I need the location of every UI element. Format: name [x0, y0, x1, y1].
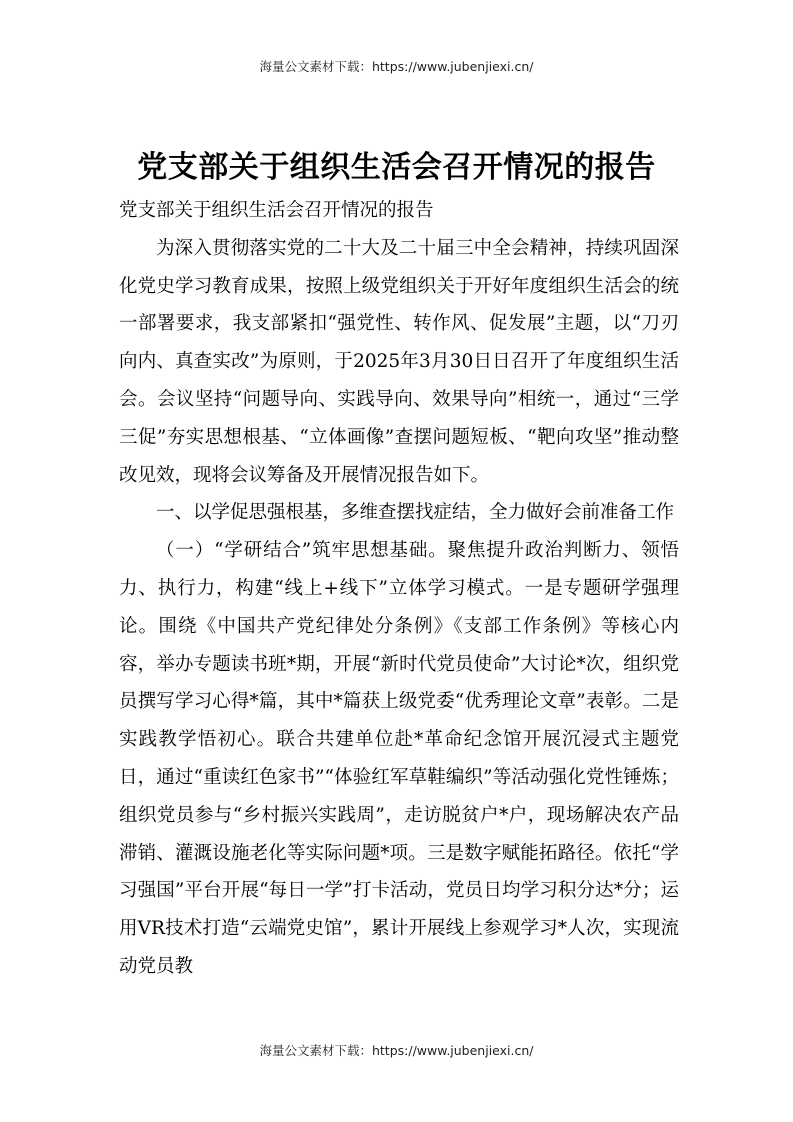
- page-footer-source-link[interactable]: 海量公文素材下载：https://www.jubenjiexi.cn/: [259, 1043, 534, 1058]
- document-body: [119, 192, 679, 986]
- document-subtitle: 党支部关于组织生活会召开情况的报告: [119, 200, 434, 221]
- intro-paragraph: 为深入贯彻落实党的二十大及二十届三中全会精神，持续巩固深化党史学习教育成果，按照上级党组织关于开好年度组织生活会的统一部署要求，我支部紧扣“强党性、转作风、促发展”主题，以“刀刃向内、真查实改”为原则，于2025年3月30日日召开了年度组织生活会。会议坚持“问题导向、实践导向、效果导向”相统一，通过“三学三促”夯实思想根基、“立体画像”查摆问题短板、“靶向攻坚”推动整改见效，现将会议筹备及开展情况报告如下。: [119, 237, 679, 486]
- page-header-source-link[interactable]: 海量公文素材下载：https://www.jubenjiexi.cn/: [259, 59, 534, 74]
- section-heading-1: 一、以学促思强根基，多维查摆找症结，全力做好会前准备工作: [156, 502, 675, 524]
- document-title: 党支部关于组织生活会召开情况的报告: [137, 150, 656, 186]
- subsection-paragraph-1: （一）“学研结合”筑牢思想基础。聚焦提升政治判断力、领悟力、执行力，构建“线上+线下”立体学习模式。一是专题研学强理论。围绕《中国共产党纪律处分条例》《支部工作条例》等核心内容，举办专题读书班*期，开展“新时代党员使命”大讨论*次，组织党员撰写学习心得*篇，其中*篇获上级党委“优秀理论文章”表彰。二是实践教学悟初心。联合共建单位赴*革命纪念馆开展沉浸式主题党日，通过“重读红色家书”“体验红军草鞋编织”等活动强化党性锤炼；组织党员参与“乡村振兴实践周”，走访脱贫户*户，现场解决农产品滞销、灌溉设施老化等实际问题*项。三是数字赋能拓路径。依托“学习强国”平台开展“每日一学”打卡活动，党员日均学习积分达*分；运用VR技术打造“云端党史馆”，累计开展线上参观学习*人次，实现流动党员教: [119, 540, 679, 977]
